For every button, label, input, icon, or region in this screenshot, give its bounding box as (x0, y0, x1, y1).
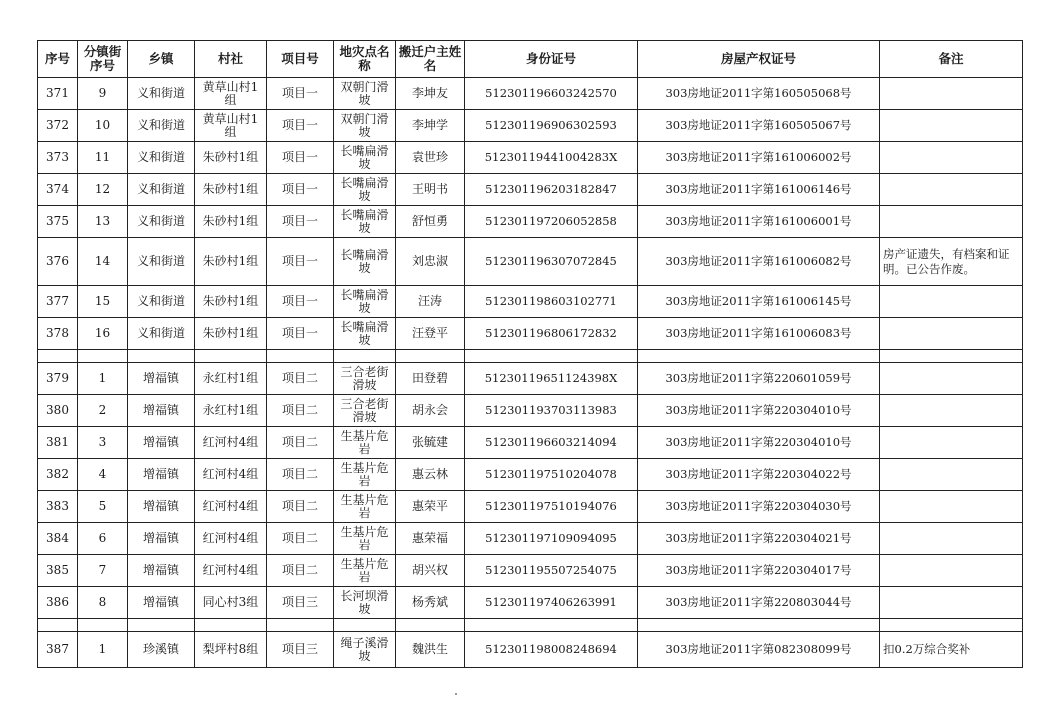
table-row (38, 206, 1023, 238)
cell-project: 项目二 (267, 491, 334, 523)
cell-remark (880, 206, 1023, 238)
col-header-cert-no: 房屋产权证号 (638, 41, 880, 78)
separator-cell (195, 350, 267, 363)
cell-seq: 382 (38, 459, 78, 491)
cell-village: 同心村3组 (195, 587, 267, 619)
cell-town-seq: 11 (78, 142, 128, 174)
col-header-town-seq: 分镇街序号 (78, 41, 128, 78)
table-row (38, 523, 1023, 555)
table-row (38, 78, 1023, 110)
cell-remark (880, 318, 1023, 350)
table-row (38, 238, 1023, 286)
cell-town-seq: 10 (78, 110, 128, 142)
cell-cert-no: 303房地证2011字第161006145号 (638, 286, 880, 318)
cell-owner: 汪涛 (396, 286, 465, 318)
cell-remark (880, 491, 1023, 523)
cell-site: 绳子溪滑坡 (334, 632, 396, 668)
table-row (38, 142, 1023, 174)
cell-town-seq: 7 (78, 555, 128, 587)
separator-cell (128, 619, 195, 632)
cell-seq: 380 (38, 395, 78, 427)
cell-remark (880, 459, 1023, 491)
col-header-owner: 搬迁户主姓名 (396, 41, 465, 78)
cell-remark (880, 286, 1023, 318)
col-header-project: 项目号 (267, 41, 334, 78)
cell-site: 双朝门滑坡 (334, 78, 396, 110)
cell-cert-no: 303房地证2011字第220304030号 (638, 491, 880, 523)
cell-village: 朱砂村1组 (195, 238, 267, 286)
cell-site: 生基片危岩 (334, 427, 396, 459)
cell-id-no: 512301197510194076 (465, 491, 638, 523)
cell-cert-no: 303房地证2011字第161006083号 (638, 318, 880, 350)
cell-seq: 384 (38, 523, 78, 555)
separator-cell (38, 619, 78, 632)
cell-seq: 386 (38, 587, 78, 619)
cell-id-no: 512301196906302593 (465, 110, 638, 142)
cell-id-no: 512301198603102771 (465, 286, 638, 318)
cell-id-no: 512301193703113983 (465, 395, 638, 427)
separator-cell (78, 350, 128, 363)
separator-cell (465, 619, 638, 632)
cell-site: 长嘴扁滑坡 (334, 238, 396, 286)
cell-town: 增福镇 (128, 555, 195, 587)
table-row (38, 395, 1023, 427)
cell-cert-no: 303房地证2011字第220601059号 (638, 363, 880, 395)
cell-seq: 377 (38, 286, 78, 318)
cell-site: 生基片危岩 (334, 491, 396, 523)
cell-seq: 371 (38, 78, 78, 110)
cell-id-no: 51230119441004283X (465, 142, 638, 174)
table-row (38, 363, 1023, 395)
cell-town-seq: 5 (78, 491, 128, 523)
cell-cert-no: 303房地证2011字第220304021号 (638, 523, 880, 555)
table-row (38, 286, 1023, 318)
cell-cert-no: 303房地证2011字第220304010号 (638, 427, 880, 459)
cell-cert-no: 303房地证2011字第220304022号 (638, 459, 880, 491)
separator-cell (638, 350, 880, 363)
cell-project: 项目一 (267, 238, 334, 286)
cell-id-no: 512301196203182847 (465, 174, 638, 206)
col-header-remark: 备注 (880, 41, 1023, 78)
cell-village: 朱砂村1组 (195, 142, 267, 174)
cell-project: 项目一 (267, 286, 334, 318)
cell-town-seq: 1 (78, 632, 128, 668)
cell-remark (880, 555, 1023, 587)
cell-id-no: 512301197406263991 (465, 587, 638, 619)
cell-owner: 胡兴权 (396, 555, 465, 587)
cell-seq: 374 (38, 174, 78, 206)
cell-project: 项目三 (267, 632, 334, 668)
col-header-site: 地灾点名称 (334, 41, 396, 78)
table-row (38, 632, 1023, 668)
cell-town-seq: 4 (78, 459, 128, 491)
cell-seq: 375 (38, 206, 78, 238)
cell-village: 红河村4组 (195, 427, 267, 459)
cell-owner: 田登碧 (396, 363, 465, 395)
col-header-id-no: 身份证号 (465, 41, 638, 78)
cell-town: 义和街道 (128, 78, 195, 110)
cell-site: 长嘴扁滑坡 (334, 142, 396, 174)
cell-owner: 袁世珍 (396, 142, 465, 174)
cell-project: 项目二 (267, 395, 334, 427)
cell-town: 增福镇 (128, 523, 195, 555)
cell-site: 三合老街滑坡 (334, 395, 396, 427)
col-header-village: 村社 (195, 41, 267, 78)
cell-town-seq: 9 (78, 78, 128, 110)
cell-site: 长嘴扁滑坡 (334, 286, 396, 318)
cell-town: 增福镇 (128, 459, 195, 491)
cell-village: 朱砂村1组 (195, 174, 267, 206)
cell-village: 朱砂村1组 (195, 206, 267, 238)
cell-remark (880, 427, 1023, 459)
page-mark (455, 693, 457, 695)
separator-cell (334, 619, 396, 632)
cell-remark (880, 363, 1023, 395)
cell-seq: 378 (38, 318, 78, 350)
cell-id-no: 512301196603214094 (465, 427, 638, 459)
separator-row (38, 619, 1023, 632)
cell-owner: 杨秀斌 (396, 587, 465, 619)
cell-site: 双朝门滑坡 (334, 110, 396, 142)
cell-village: 红河村4组 (195, 491, 267, 523)
cell-owner: 惠云林 (396, 459, 465, 491)
cell-owner: 魏洪生 (396, 632, 465, 668)
cell-town: 义和街道 (128, 206, 195, 238)
cell-cert-no: 303房地证2011字第161006146号 (638, 174, 880, 206)
header-row (38, 41, 1023, 78)
cell-seq: 373 (38, 142, 78, 174)
cell-seq: 387 (38, 632, 78, 668)
cell-owner: 胡永会 (396, 395, 465, 427)
cell-town: 义和街道 (128, 238, 195, 286)
cell-village: 梨坪村8组 (195, 632, 267, 668)
cell-town-seq: 2 (78, 395, 128, 427)
cell-id-no: 512301197510204078 (465, 459, 638, 491)
separator-cell (465, 350, 638, 363)
cell-id-no: 512301198008248694 (465, 632, 638, 668)
cell-id-no: 512301195507254075 (465, 555, 638, 587)
cell-town: 增福镇 (128, 587, 195, 619)
table-row (38, 110, 1023, 142)
cell-town-seq: 15 (78, 286, 128, 318)
cell-village: 朱砂村1组 (195, 286, 267, 318)
cell-site: 生基片危岩 (334, 523, 396, 555)
separator-cell (128, 350, 195, 363)
cell-town: 增福镇 (128, 427, 195, 459)
cell-remark (880, 78, 1023, 110)
cell-village: 朱砂村1组 (195, 318, 267, 350)
cell-owner: 惠荣平 (396, 491, 465, 523)
cell-remark (880, 587, 1023, 619)
cell-site: 长嘴扁滑坡 (334, 206, 396, 238)
cell-project: 项目二 (267, 459, 334, 491)
separator-cell (267, 619, 334, 632)
register-body (38, 78, 1023, 668)
cell-seq: 381 (38, 427, 78, 459)
separator-cell (638, 619, 880, 632)
cell-seq: 372 (38, 110, 78, 142)
cell-seq: 385 (38, 555, 78, 587)
cell-town: 珍溪镇 (128, 632, 195, 668)
table-row (38, 459, 1023, 491)
cell-seq: 376 (38, 238, 78, 286)
cell-village: 红河村4组 (195, 459, 267, 491)
separator-cell (880, 350, 1023, 363)
cell-village: 黄草山村1组 (195, 78, 267, 110)
cell-remark (880, 523, 1023, 555)
table-row (38, 491, 1023, 523)
cell-seq: 383 (38, 491, 78, 523)
cell-remark: 房产证遗失，有档案和证明。已公告作废。 (880, 238, 1023, 286)
cell-project: 项目三 (267, 587, 334, 619)
cell-id-no: 512301197206052858 (465, 206, 638, 238)
cell-cert-no: 303房地证2011字第220304017号 (638, 555, 880, 587)
cell-project: 项目一 (267, 110, 334, 142)
cell-town-seq: 12 (78, 174, 128, 206)
cell-owner: 刘忠淑 (396, 238, 465, 286)
cell-site: 长河坝滑坡 (334, 587, 396, 619)
cell-id-no: 512301197109094095 (465, 523, 638, 555)
cell-cert-no: 303房地证2011字第161006002号 (638, 142, 880, 174)
separator-cell (396, 350, 465, 363)
cell-village: 红河村4组 (195, 523, 267, 555)
cell-town: 义和街道 (128, 142, 195, 174)
cell-cert-no: 303房地证2011字第161006082号 (638, 238, 880, 286)
cell-owner: 舒恒勇 (396, 206, 465, 238)
col-header-seq: 序号 (38, 41, 78, 78)
cell-town: 增福镇 (128, 363, 195, 395)
col-header-town: 乡镇 (128, 41, 195, 78)
cell-project: 项目一 (267, 142, 334, 174)
cell-remark (880, 395, 1023, 427)
cell-project: 项目一 (267, 206, 334, 238)
cell-owner: 王明书 (396, 174, 465, 206)
separator-cell (880, 619, 1023, 632)
cell-remark (880, 142, 1023, 174)
separator-cell (78, 619, 128, 632)
cell-project: 项目二 (267, 555, 334, 587)
cell-town: 增福镇 (128, 491, 195, 523)
cell-town: 义和街道 (128, 174, 195, 206)
cell-remark (880, 174, 1023, 206)
separator-cell (267, 350, 334, 363)
cell-village: 红河村4组 (195, 555, 267, 587)
cell-seq: 379 (38, 363, 78, 395)
cell-remark: 扣0.2万综合奖补 (880, 632, 1023, 668)
register-sheet (37, 40, 1023, 668)
cell-project: 项目一 (267, 318, 334, 350)
cell-town: 义和街道 (128, 110, 195, 142)
table-row (38, 555, 1023, 587)
cell-town-seq: 1 (78, 363, 128, 395)
cell-site: 生基片危岩 (334, 459, 396, 491)
cell-id-no: 512301196806172832 (465, 318, 638, 350)
cell-town: 增福镇 (128, 395, 195, 427)
table-row (38, 174, 1023, 206)
separator-cell (38, 350, 78, 363)
cell-town: 义和街道 (128, 286, 195, 318)
cell-town-seq: 6 (78, 523, 128, 555)
relocation-register-table (37, 40, 1023, 668)
cell-project: 项目二 (267, 523, 334, 555)
table-row (38, 318, 1023, 350)
cell-project: 项目二 (267, 363, 334, 395)
cell-cert-no: 303房地证2011字第161006001号 (638, 206, 880, 238)
cell-project: 项目一 (267, 78, 334, 110)
cell-owner: 汪登平 (396, 318, 465, 350)
cell-owner: 李坤学 (396, 110, 465, 142)
cell-site: 长嘴扁滑坡 (334, 318, 396, 350)
cell-village: 永红村1组 (195, 395, 267, 427)
cell-site: 长嘴扁滑坡 (334, 174, 396, 206)
cell-town-seq: 14 (78, 238, 128, 286)
separator-row (38, 350, 1023, 363)
cell-id-no: 512301196603242570 (465, 78, 638, 110)
cell-owner: 李坤友 (396, 78, 465, 110)
cell-cert-no: 303房地证2011字第160505068号 (638, 78, 880, 110)
cell-site: 三合老街滑坡 (334, 363, 396, 395)
separator-cell (195, 619, 267, 632)
separator-cell (396, 619, 465, 632)
cell-cert-no: 303房地证2011字第220803044号 (638, 587, 880, 619)
cell-project: 项目二 (267, 427, 334, 459)
table-row (38, 587, 1023, 619)
cell-town-seq: 8 (78, 587, 128, 619)
cell-town-seq: 16 (78, 318, 128, 350)
cell-site: 生基片危岩 (334, 555, 396, 587)
cell-village: 永红村1组 (195, 363, 267, 395)
cell-cert-no: 303房地证2011字第220304010号 (638, 395, 880, 427)
table-row (38, 427, 1023, 459)
separator-cell (334, 350, 396, 363)
cell-owner: 惠荣福 (396, 523, 465, 555)
cell-remark (880, 110, 1023, 142)
cell-town-seq: 3 (78, 427, 128, 459)
cell-village: 黄草山村1组 (195, 110, 267, 142)
cell-id-no: 512301196307072845 (465, 238, 638, 286)
cell-town-seq: 13 (78, 206, 128, 238)
cell-town: 义和街道 (128, 318, 195, 350)
cell-project: 项目一 (267, 174, 334, 206)
cell-owner: 张毓建 (396, 427, 465, 459)
cell-cert-no: 303房地证2011字第082308099号 (638, 632, 880, 668)
cell-cert-no: 303房地证2011字第160505067号 (638, 110, 880, 142)
cell-id-no: 51230119651124398X (465, 363, 638, 395)
